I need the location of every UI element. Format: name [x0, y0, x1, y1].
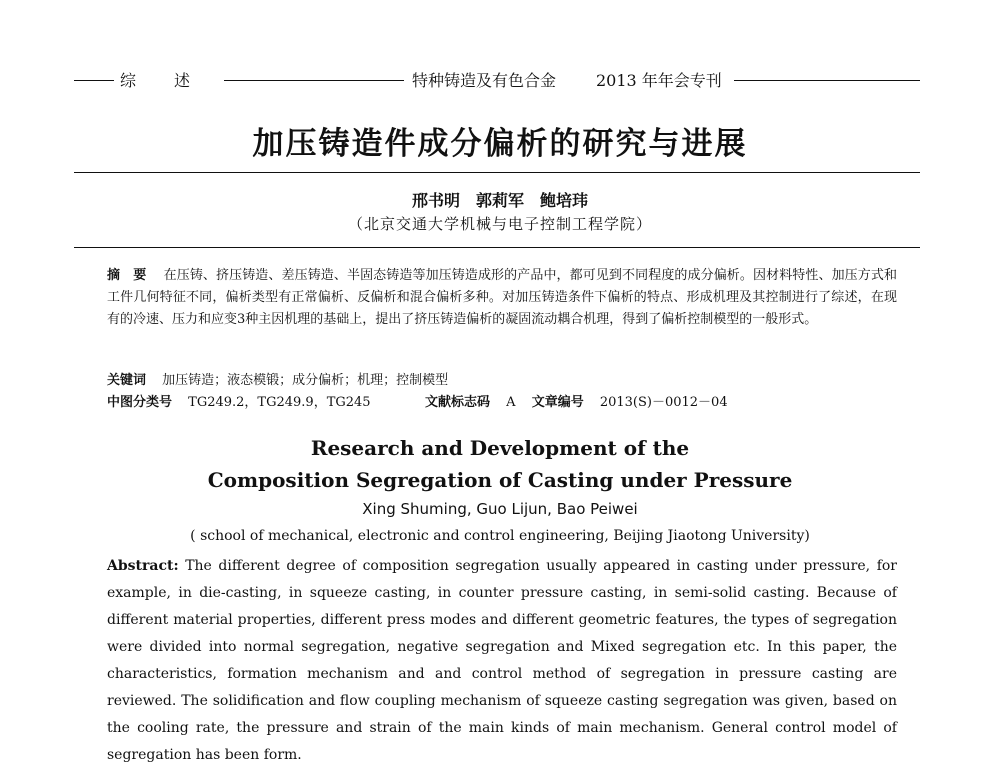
article-title-en-line1: Research and Development of the	[310, 436, 690, 460]
classification-row	[107, 391, 897, 410]
clc-label: 中图分类号	[107, 395, 173, 410]
authors-en: Xing Shuming, Guo Lijun, Bao Peiwei	[362, 500, 638, 518]
abstract-cn-text: 在压铸、挤压铸造、差压铸造、半固态铸造等加压铸造成形的产品中，都可见到不同程度的成分偏析。因材料特性、加压方式和工件几何特征不同，偏析类型有正常偏析、反偏析和混合偏析多种。对加压铸造条件下偏析的特点、形成机理及其控制进行了综述，在现有的冷速、压力和应变3种主因机理的基础上，提出了挤压铸造偏析的凝固流动耦合机理，得到了偏析控制模型的一般形式。	[107, 268, 897, 327]
abstract-en-text: The different degree of composition segregation usually appeared in casting under pressure, for example, in die-casting, in squeeze casting, in counter pressure casting, in semi-solid casting. Because of different material properties, different press modes and different geometric features, the types of segregation were divided into normal segregation, negative segregation and Mixed segregation etc. In this paper, the characteristics, formation mechanism and and control method of segregation in pressure casting are reviewed. The solidification and flow coupling mechanism of squeeze casting segregation was given, based on the cooling rate, the pressure and strain of the main kinds of main mechanism. General control model of segregation has been form.	[107, 558, 897, 763]
header-rule-right	[734, 80, 920, 81]
abstract-cn	[107, 265, 897, 331]
affiliation-cn: （北京交通大学机械与电子控制工程学院）	[347, 215, 652, 233]
running-header	[74, 68, 920, 92]
header-rule-mid	[224, 80, 404, 81]
header-rule-left	[74, 80, 114, 81]
authors-cn: 邢书明 郭莉军 鲍培玮	[411, 191, 588, 210]
keywords-cn	[107, 369, 448, 388]
keywords-cn-label: 关键词	[107, 373, 147, 388]
affiliation-en: ( school of mechanical, electronic and control engineering, Beijing Jiaotong University)	[190, 528, 810, 544]
header-section: 综 述	[118, 68, 194, 91]
title-rule	[74, 172, 920, 173]
abstract-en-label: Abstract:	[107, 558, 179, 574]
doc-code-value: A	[506, 395, 516, 410]
article-no-label: 文章编号	[531, 395, 584, 410]
article-title-en-line2: Composition Segregation of Casting under Pressure	[207, 468, 793, 492]
affiliation-rule	[74, 247, 920, 248]
article-title-cn: 加压铸造件成分偏析的研究与进展	[252, 126, 748, 162]
doc-code-label: 文献标志码	[425, 395, 491, 410]
article-no-value: 2013(S)－0012－04	[599, 395, 728, 410]
header-issue: 2013 年年会专刊	[594, 68, 724, 91]
keywords-cn-text: 加压铸造；液态模锻；成分偏析；机理；控制模型	[162, 373, 449, 388]
clc-value: TG249.2，TG249.9，TG245	[188, 395, 371, 410]
header-journal: 特种铸造及有色合金	[410, 68, 558, 91]
abstract-en	[107, 553, 897, 769]
abstract-cn-label: 摘 要	[107, 268, 147, 283]
